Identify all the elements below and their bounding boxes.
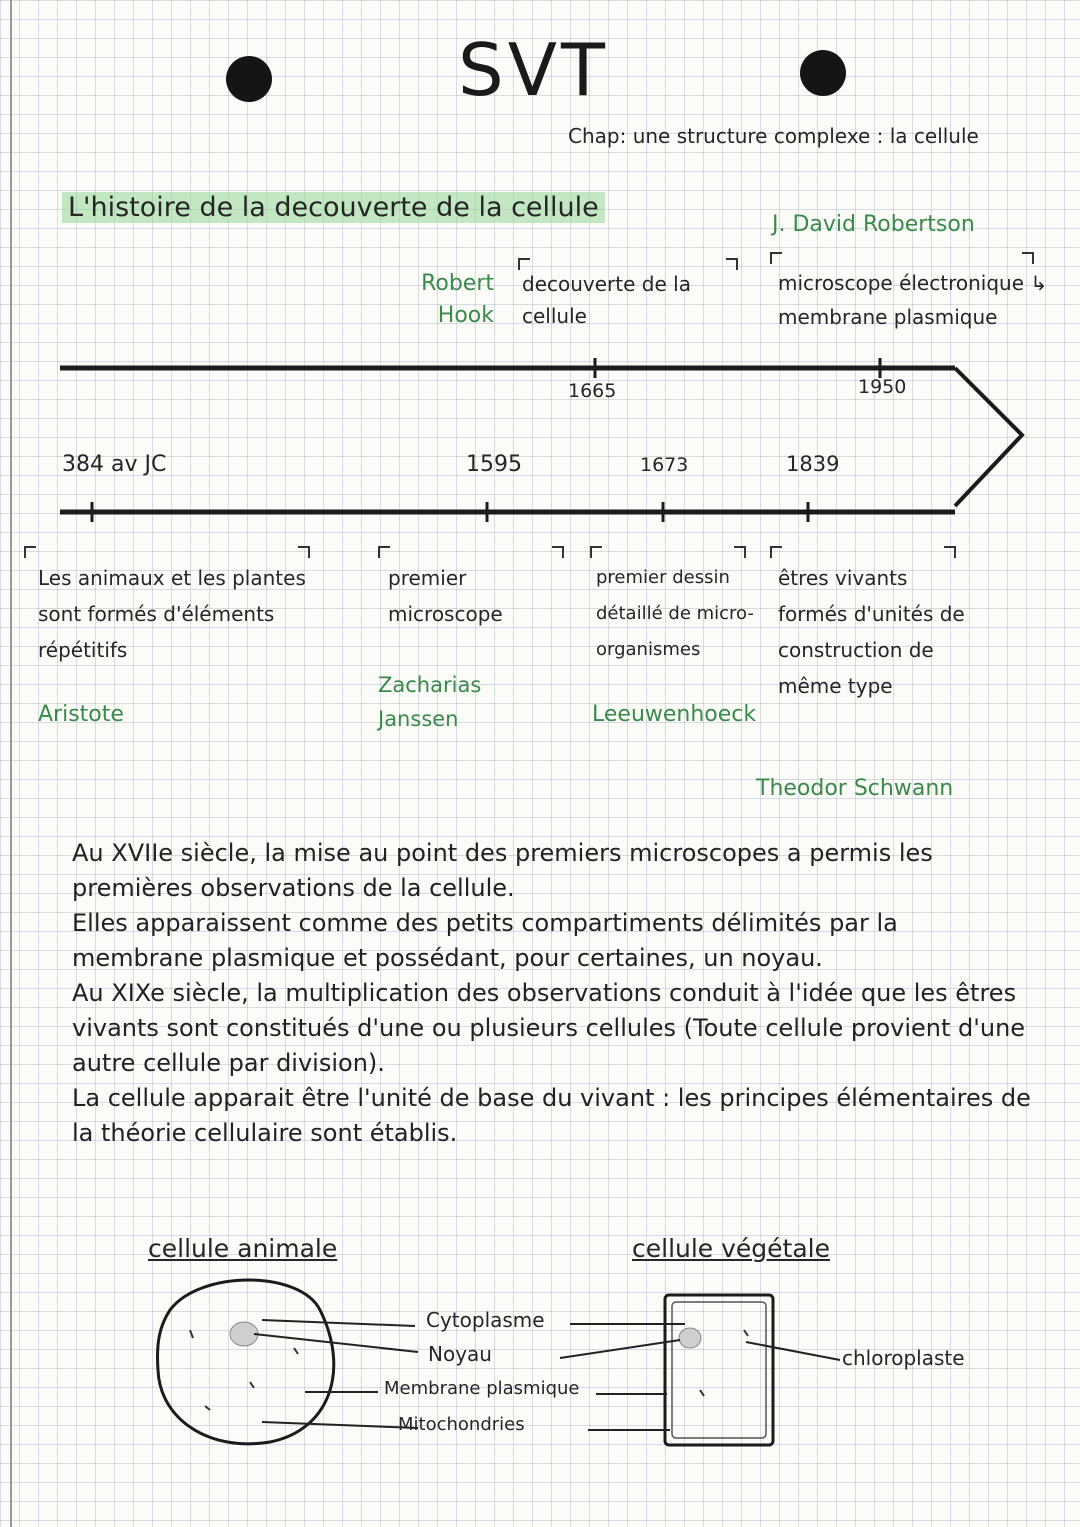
date-1950: 1950	[858, 376, 907, 398]
title-cellule-animale: cellule animale	[148, 1234, 338, 1263]
label-noyau: Noyau	[428, 1342, 492, 1366]
mitochondria-mark	[190, 1330, 193, 1338]
arrow-noyau-right	[560, 1340, 680, 1358]
chapter-title: Chap: une structure complexe : la cellule	[568, 124, 979, 148]
date-384: 384 av JC	[62, 452, 167, 477]
plant-cell-nucleus	[679, 1328, 701, 1348]
plant-cell-membrane	[672, 1302, 766, 1438]
label-chloroplaste: chloroplaste	[842, 1346, 965, 1370]
date-1673: 1673	[640, 454, 689, 476]
event-aristote: Les animaux et les plantes sont formés d'éléments répétitifs	[38, 566, 306, 662]
event-microscope-electronique: microscope électronique ↳ membrane plasmique	[778, 271, 1048, 329]
animal-cell-nucleus	[230, 1322, 258, 1346]
bracket	[24, 546, 36, 558]
date-1595: 1595	[466, 452, 522, 477]
chloroplast-mark	[744, 1330, 748, 1336]
summary-line: La cellule apparait être l'unité de base du vivant : les principes élémentaires de la théorie cellulaire sont établis.	[72, 1084, 1031, 1147]
summary-line: Au XIXe siècle, la multiplication des observations conduit à l'idée que les êtres vivants sont constitués d'une ou plusieurs cellules (Toute cellule provient d'une autre cellule par division).	[72, 979, 1026, 1077]
arrow-chloroplaste	[746, 1342, 840, 1360]
summary-line: Elles apparaissent comme des petits compartiments délimités par la membrane plasmique et possédant, pour certaines, un noyau.	[72, 909, 898, 972]
page-title: SVT	[458, 28, 609, 112]
name-david-robertson: J. David Robertson	[772, 212, 975, 237]
event-etres-vivants: êtres vivants formés d'unités de construction de même type	[778, 566, 965, 698]
mitochondria-mark	[294, 1348, 298, 1354]
binder-hole-right	[800, 50, 846, 96]
summary-line: Au XVIIe siècle, la mise au point des premiers microscopes a permis les premières observations de la cellule.	[72, 839, 933, 902]
event-premier-microscope: premier microscope	[388, 566, 503, 626]
bracket	[298, 546, 310, 558]
arrow-noyau-left	[254, 1334, 418, 1352]
label-membrane-plasmique: Membrane plasmique	[384, 1378, 580, 1399]
title-cellule-vegetale: cellule végétale	[632, 1234, 831, 1263]
mitochondria-mark	[205, 1406, 210, 1410]
name-aristote: Aristote	[38, 702, 124, 727]
event-decouverte-cellule: decouverte de la cellule	[522, 272, 691, 328]
name-leeuwenhoeck: Leeuwenhoeck	[592, 702, 757, 727]
animal-cell-membrane	[158, 1280, 334, 1444]
bracket	[378, 546, 390, 558]
bracket	[770, 546, 782, 558]
name-theodor-schwann: Theodor Schwann	[756, 776, 954, 801]
mitochondria-mark	[250, 1382, 254, 1388]
date-1839: 1839	[786, 452, 840, 476]
chloroplast-mark	[700, 1390, 704, 1396]
binder-hole-left	[226, 56, 272, 102]
bracket	[1022, 252, 1034, 264]
arrow-cytoplasme-left	[262, 1320, 415, 1326]
plant-cell-wall	[665, 1295, 773, 1445]
timeline-svg	[0, 340, 1080, 540]
cell-diagram-svg	[0, 1270, 1080, 1470]
section-heading: L'histoire de la decouverte de la cellule	[62, 192, 605, 223]
bracket	[552, 546, 564, 558]
summary-paragraph	[72, 836, 1032, 1151]
label-cytoplasme: Cytoplasme	[426, 1308, 545, 1332]
arrow-mitochondries-left	[262, 1422, 418, 1428]
bracket	[590, 546, 602, 558]
timeline-arrowhead	[955, 368, 1022, 506]
bracket	[944, 546, 956, 558]
bracket	[770, 252, 782, 264]
bracket	[734, 546, 746, 558]
name-robert-hook: Robert Hook	[421, 271, 494, 328]
date-1665: 1665	[568, 380, 617, 402]
label-mitochondries: Mitochondries	[398, 1414, 525, 1435]
name-zacharias-janssen: Zacharias Janssen	[378, 673, 482, 731]
event-premier-dessin: premier dessin détaillé de micro-organismes	[596, 567, 754, 660]
